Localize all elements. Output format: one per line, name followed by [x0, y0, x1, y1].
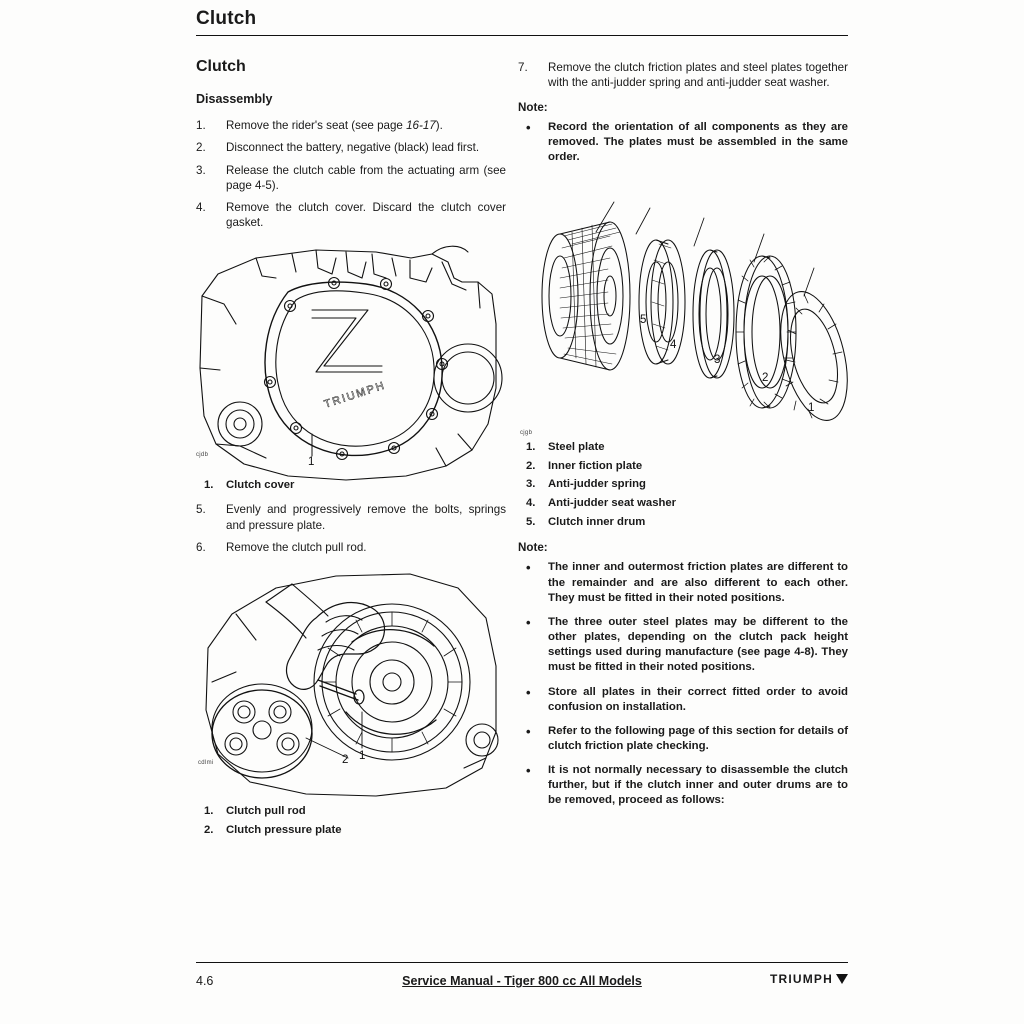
caption-label: Anti-judder spring — [548, 478, 646, 491]
page-header — [196, 8, 848, 36]
figure-2-captions — [196, 804, 506, 837]
section-title: Clutch — [196, 58, 246, 75]
figure-clutch-plates — [518, 174, 848, 474]
step-text: Remove the rider's seat (see page — [226, 119, 407, 132]
caption-number: 2. — [204, 824, 214, 837]
step-text: Remove the clutch friction plates and steel plates together with the anti-judder spring and anti-judder seat washer. — [548, 61, 848, 90]
figure-callout: 1 — [308, 455, 315, 468]
caption-item — [196, 823, 506, 838]
caption-label: Clutch inner drum — [548, 515, 646, 528]
left-column — [196, 58, 506, 842]
caption-item — [518, 440, 848, 455]
step-text: Release the clutch cable from the actuating arm (see page 4-5). — [226, 163, 506, 192]
step-text-tail: ). — [435, 119, 443, 132]
caption-label: Clutch pull rod — [226, 805, 306, 818]
figure-code: cjdb — [196, 451, 209, 458]
figure-clutch-pull-rod — [196, 562, 506, 802]
svg-text:TRIUMPH: TRIUMPH — [322, 379, 388, 411]
disassembly-steps-3 — [518, 60, 848, 91]
caption-item — [518, 459, 848, 474]
step-number: 4. — [196, 201, 206, 215]
note-bullet: • The inner and outermost friction plates are different to the remainder and are also different to each other. They must be fitted in their noted positions. — [518, 560, 848, 605]
caption-number: 1. — [204, 478, 214, 491]
caption-number: 4. — [526, 497, 536, 510]
caption-number: 5. — [526, 515, 536, 528]
step-text: Disconnect the battery, negative (black) lead first. — [226, 141, 480, 155]
step-text: Remove the clutch pull rod. — [226, 541, 367, 555]
note-label: Note: — [518, 541, 548, 555]
step-item — [518, 60, 848, 91]
caption-number: 1. — [204, 805, 214, 818]
step-number: 5. — [196, 503, 206, 517]
caption-number: 3. — [526, 478, 536, 491]
note-list-1 — [518, 120, 848, 165]
caption-item — [196, 478, 506, 493]
note-bullet: • The three outer steel plates may be different to the other plates, depending on the clutch pack height settings used during manufacture (see page 4-8). They must be fitted in their noted positions. — [518, 615, 848, 676]
note-bullet: • Refer to the following page of this section for details of clutch friction plate checking. — [518, 724, 848, 754]
note-label: Note: — [518, 100, 548, 114]
step-text: Remove the clutch cover. Discard the clutch cover gasket. — [226, 201, 506, 230]
caption-label: Clutch cover — [226, 478, 295, 491]
figure-clutch-cover — [196, 238, 506, 488]
note-bullet: • Store all plates in their correct fitted order to avoid confusion on installation. — [518, 685, 848, 715]
footer-center-text: Service Manual - Tiger 800 cc All Models — [402, 974, 642, 988]
step-text: Evenly and progressively remove the bolts, springs and pressure plate. — [226, 503, 506, 532]
header-rule — [196, 35, 848, 36]
figure-3-captions — [518, 440, 848, 529]
step-number: 3. — [196, 163, 206, 177]
step-number: 1. — [196, 119, 206, 132]
page-number: 4.6 — [196, 974, 214, 988]
page-reference: 16-17 — [406, 119, 436, 132]
step-number: 6. — [196, 541, 206, 555]
step-item — [196, 200, 506, 231]
caption-label: Clutch pressure plate — [226, 824, 342, 837]
caption-item — [518, 477, 848, 492]
figure-callout: 1 — [359, 750, 366, 763]
figure-callout: 2 — [342, 754, 349, 767]
brand-text: TRIUMPH — [769, 972, 833, 986]
caption-label: Steel plate — [548, 441, 605, 454]
note-bullet: • It is not normally necessary to disassemble the clutch further, but if the clutch inner and outer drums are to be removed, proceed as follows: — [518, 763, 848, 808]
triumph-triangle-icon — [836, 974, 848, 984]
step-number: 2. — [196, 141, 206, 155]
brand-logo — [770, 972, 848, 986]
caption-item — [518, 496, 848, 511]
caption-label: Inner fiction plate — [548, 459, 643, 472]
pull-rod-drawing — [196, 562, 506, 802]
caption-item — [196, 804, 506, 819]
figure-code: cdlmi — [198, 760, 214, 767]
figure-callout: 4 — [670, 339, 677, 352]
figure-code: cjgb — [520, 430, 533, 437]
step-item — [196, 540, 506, 555]
caption-item — [518, 515, 848, 530]
step-number: 7. — [518, 61, 528, 74]
right-column — [518, 58, 848, 818]
note-bullet: • Record the orientation of all components as they are removed. The plates must be assembled in the same order. — [518, 120, 848, 165]
clutch-plates-drawing — [518, 174, 848, 474]
step-item — [196, 118, 506, 133]
note-list-2 — [518, 560, 848, 808]
figure-callout: 2 — [762, 372, 769, 385]
subsection-title: Disassembly — [196, 92, 273, 106]
caption-number: 2. — [526, 459, 536, 472]
header-title: Clutch — [196, 8, 257, 29]
disassembly-steps-2 — [196, 502, 506, 555]
figure-callout: 5 — [640, 314, 647, 327]
figure-1-captions — [196, 478, 506, 493]
disassembly-steps-1 — [196, 118, 506, 231]
footer-rule — [196, 962, 848, 963]
caption-number: 1. — [526, 441, 536, 454]
figure-callout: 3 — [714, 354, 721, 367]
step-item — [196, 140, 506, 155]
step-item — [196, 163, 506, 194]
caption-label: Anti-judder seat washer — [548, 497, 677, 510]
figure-callout: 1 — [808, 402, 815, 415]
clutch-cover-drawing — [196, 238, 506, 488]
step-item — [196, 502, 506, 533]
